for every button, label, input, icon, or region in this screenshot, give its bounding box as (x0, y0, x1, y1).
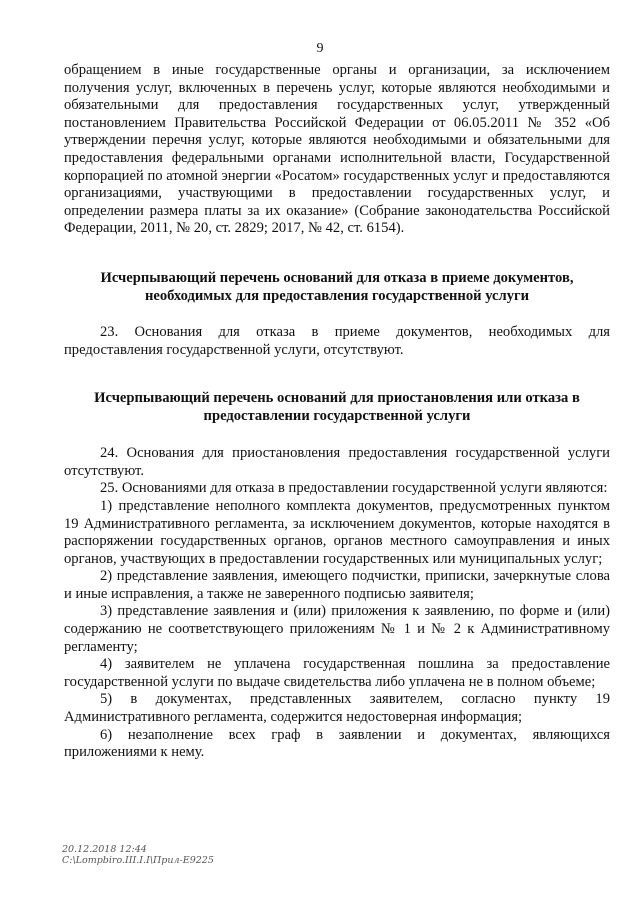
list-item-1: 1) представление неполного комплекта документов, предусмотренных пунктом 19 Административного регламента, за исключением документов, которые находятся в распоряжении государственных органов, органов местного самоуправления и иных органов, участвующих в предоставлении государственных или муниципальных услуг; (64, 497, 610, 567)
section-heading-suspension-refusal (64, 389, 610, 425)
paragraph-23: 23. Основания для отказа в приеме документов, необходимых для предоставления государственной услуги, отсутствуют. (64, 323, 610, 358)
page-number: 9 (316, 41, 324, 56)
section-heading-line: Исчерпывающий перечень оснований для приостановления или отказа в (94, 390, 580, 407)
intro-paragraph: обращением в иные государственные органы и организации, за исключением получения услуг, включенных в перечень услуг, которые являются необходимыми и обязательными для предоставления государственных услуг, утвержденный постановлением Правительства Российской Федерации от 06.05.2011 № 352 «Об утверждении перечня услуг, которые являются необходимыми и обязательными для предоставления федеральными органами исполнительной власти, Государственной корпорацией по атомной энергии «Росатом» государственных услуг и предоставляются организациями, участвующими в предоставлении государственных услуг, и определении размера платы за их оказание» (Собрание законодательства Российской Федерации, 2011, № 20, ст. 2829; 2017, № 42, ст. 6154). (64, 62, 610, 237)
footer-timestamp: 20.12.2018 12:44 (62, 844, 147, 855)
section-heading-refusal-acceptance (64, 269, 610, 305)
list-item-5: 5) в документах, представленных заявителем, согласно пункту 19 Административного регламента, содержится недостоверная информация; (64, 691, 610, 726)
footer-file-path: C:\Lompbiro.III.I.I\Прил-Е9225 (62, 855, 214, 866)
list-item-4: 4) заявителем не уплачена государственная пошлина за предоставление государственной услуги по выдаче свидетельства либо уплачена не в полном объеме; (64, 656, 610, 690)
section-heading-line: предоставлении государственной услуги (203, 408, 471, 425)
list-item-3: 3) представление заявления и (или) приложения к заявлению, по форме и (или) содержанию не соответствующего приложениям № 1 и № 2 к Административному регламенту; (64, 603, 610, 655)
paragraph-24: 24. Основания для приостановления предоставления государственной услуги отсутствуют. (64, 445, 610, 479)
list-item-6: 6) незаполнение всех граф в заявлении и документах, являющихся приложениями к нему. (64, 726, 610, 761)
section-heading-line: Исчерпывающий перечень оснований для отказа в приеме документов, (100, 269, 574, 286)
document-footer (62, 844, 214, 866)
paragraph-25: 25. Основаниями для отказа в предоставлении государственной услуги являются: (100, 480, 608, 497)
section-heading-line: необходимых для предоставления государственной услуги (144, 287, 530, 304)
document-body (64, 62, 610, 762)
list-item-2: 2) представление заявления, имеющего подчистки, приписки, зачеркнутые слова и иные исправления, а также не заверенного подписью заявителя; (64, 568, 610, 602)
